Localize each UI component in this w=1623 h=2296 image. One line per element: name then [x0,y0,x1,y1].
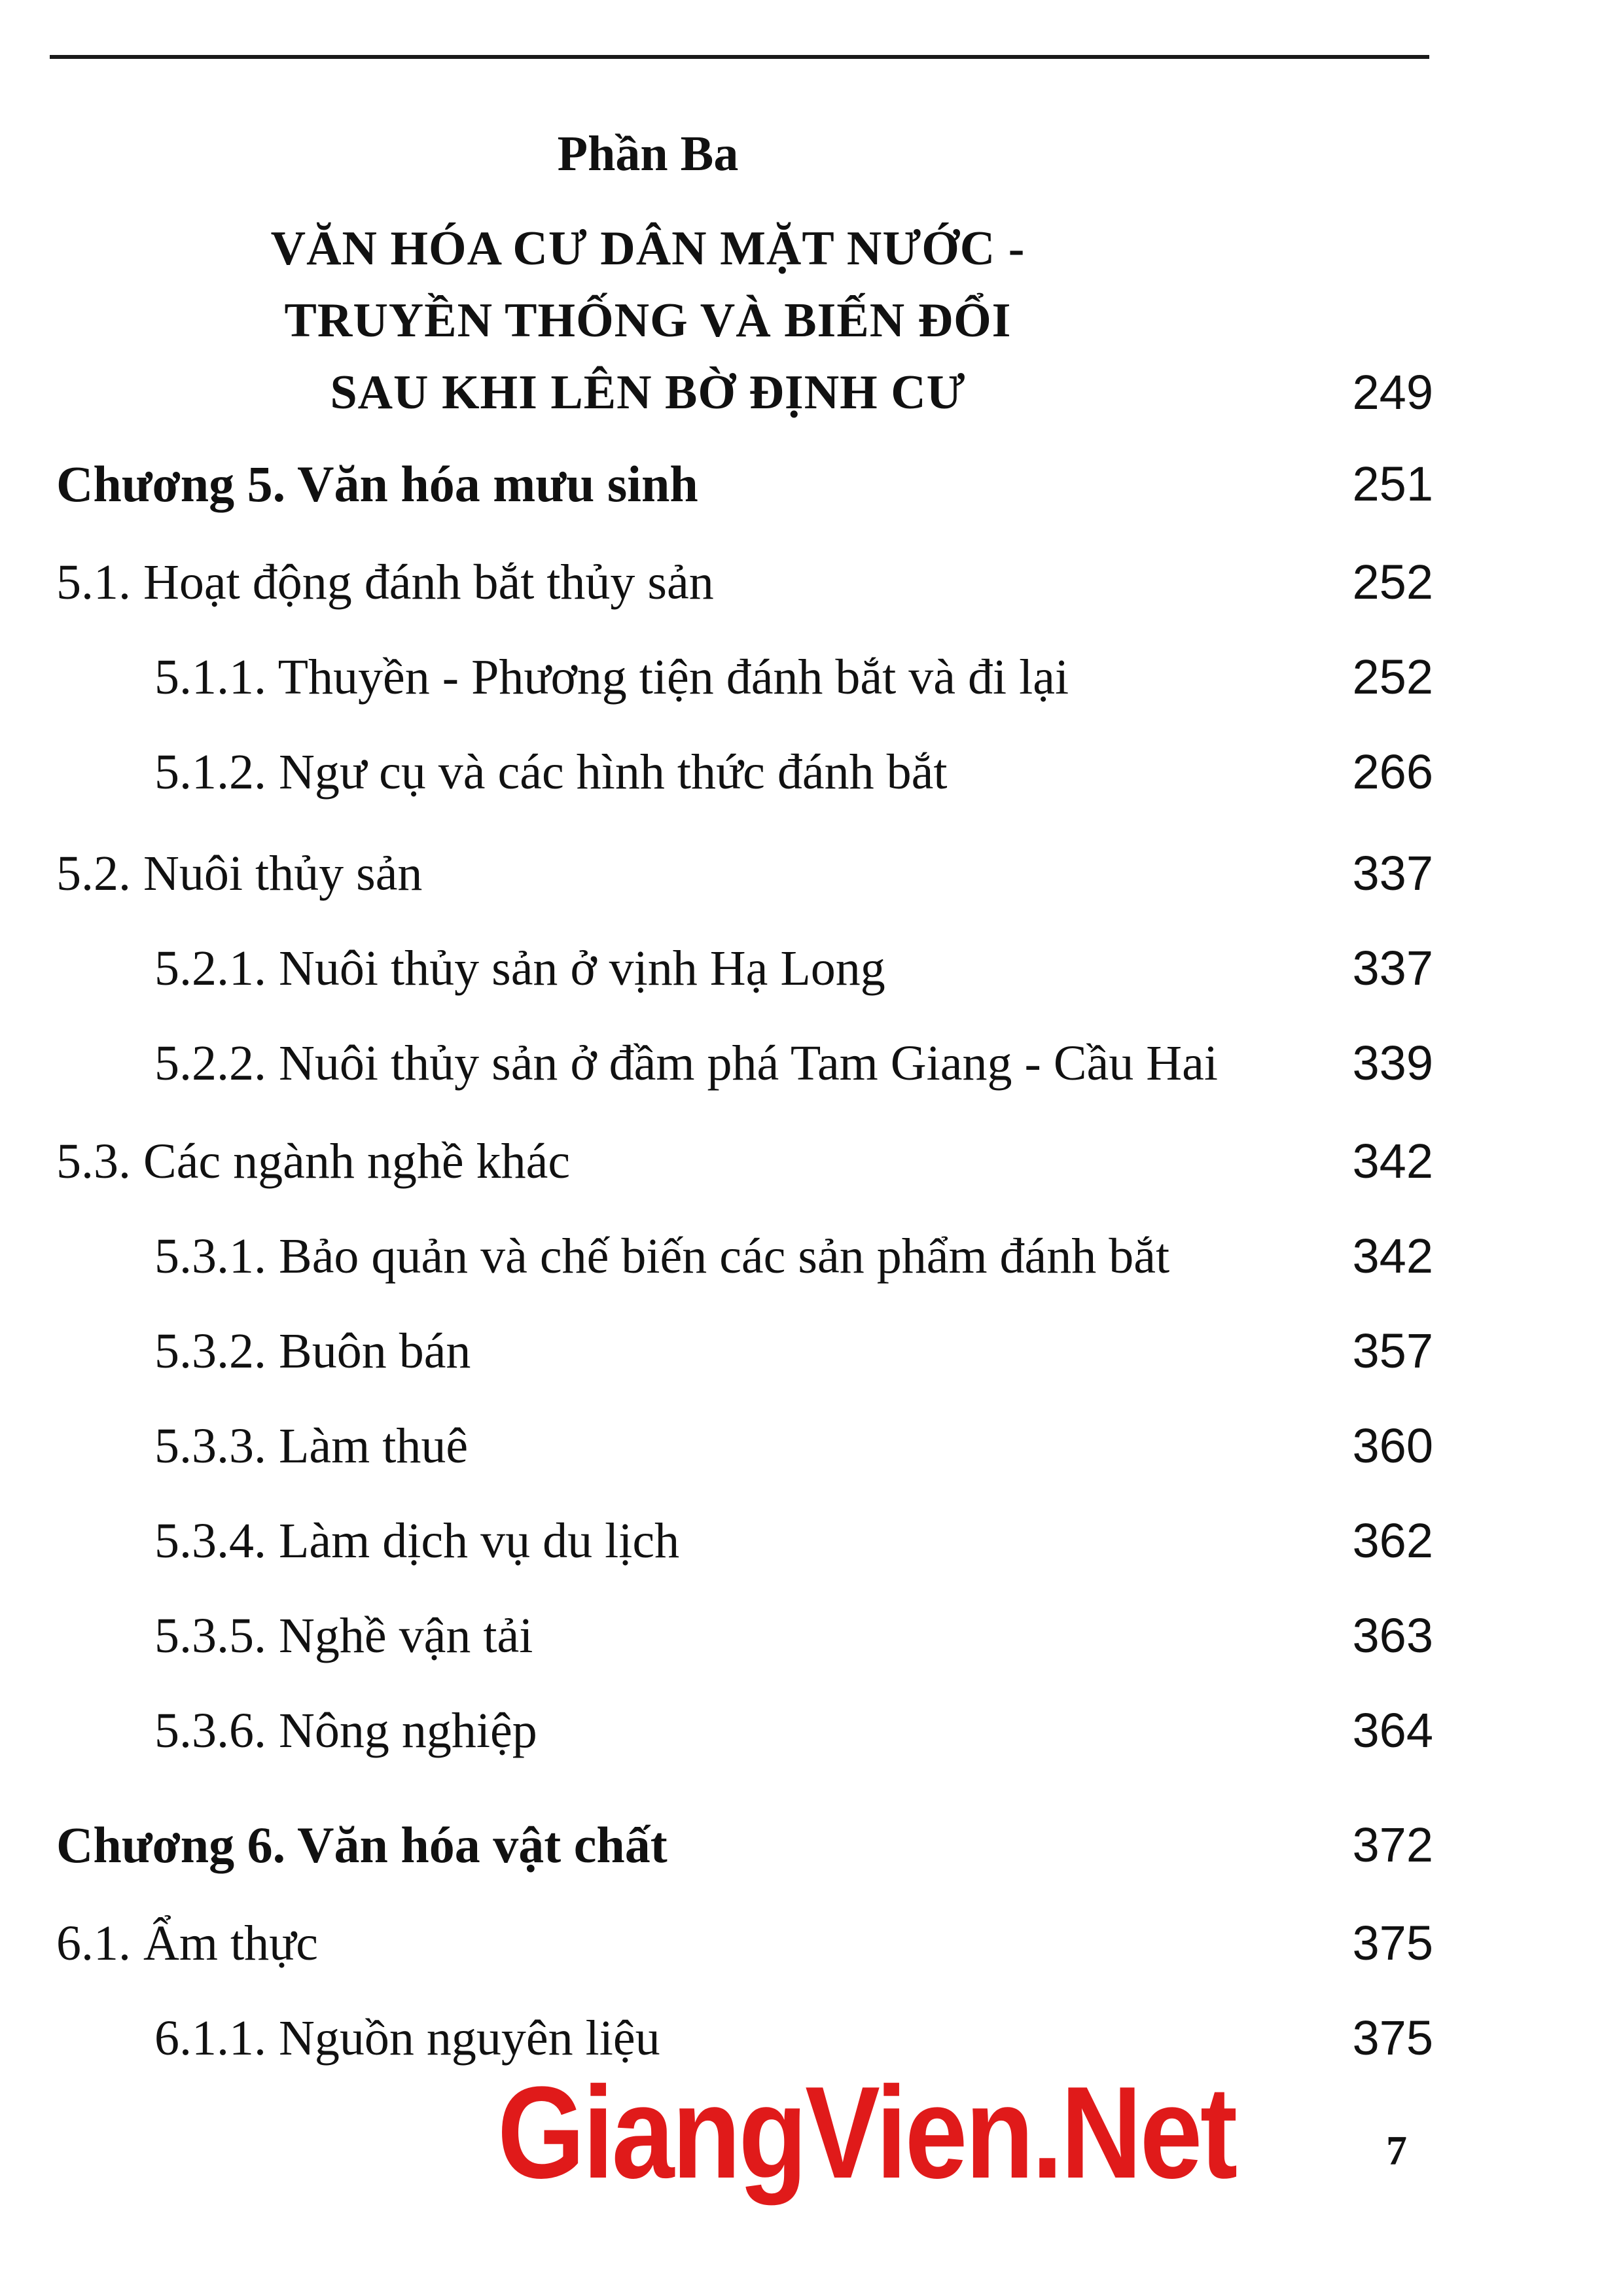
toc-entry-label: 5.1. Hoạt động đánh bắt thủy sản [56,555,714,610]
toc-entry-page: 357 [1352,1324,1433,1378]
toc-entry [0,1698,1623,1776]
toc-entry-page: 266 [1352,745,1433,799]
toc-entry-label: 5.2.2. Nuôi thủy sản ở đầm phá Tam Giang - Cầu Hai [154,1036,1218,1091]
toc-entry-label: 5.3.3. Làm thuê [154,1419,469,1474]
toc-entry-label: Chương 5. Văn hóa mưu sinh [56,455,698,512]
toc-entry [0,645,1623,723]
toc-entry-label: 5.3.6. Nông nghiệp [154,1703,537,1758]
toc-entry-label: 5.2. Nuôi thủy sản [56,846,423,901]
toc-entry [0,1031,1623,1109]
toc-entry-page: 363 [1352,1608,1433,1663]
toc-entry-label: 5.3.4. Làm dịch vụ du lịch [154,1513,680,1568]
toc-entry-page: 364 [1352,1703,1433,1757]
toc-entry-page: 372 [1352,1818,1433,1872]
toc-entry-page: 252 [1352,555,1433,609]
part-title-line-3: SAU KHI LÊN BỜ ĐỊNH CƯ [330,366,966,419]
header-rule [50,55,1429,59]
toc-entry [0,451,1623,530]
toc-entry-page: 251 [1352,457,1433,511]
part-title-line-2: TRUYỀN THỐNG VÀ BIẾN ĐỔI [284,294,1012,347]
toc-entry-label: 5.3.5. Nghề vận tải [154,1608,533,1663]
toc-entry-page: 337 [1352,941,1433,995]
toc-entry-label: 5.3. Các ngành nghề khác [56,1134,571,1189]
toc-entry-page: 360 [1352,1419,1433,1473]
part-page-number: 249 [1352,365,1433,419]
toc-entry-label: 5.1.1. Thuyền - Phương tiện đánh bắt và đi lại [154,650,1069,705]
part-heading: Phần Ba [557,126,739,181]
toc-entry [0,1812,1623,1891]
toc-entry [0,550,1623,628]
toc-entry [0,1129,1623,1207]
toc-entry [0,1911,1623,1989]
toc-entry-page: 362 [1352,1513,1433,1568]
toc-entry [0,841,1623,919]
toc-entry [0,936,1623,1014]
toc-entry-page: 252 [1352,650,1433,704]
toc-entry [0,1603,1623,1682]
part-title-line-1: VĂN HÓA CƯ DÂN MẶT NƯỚC - [270,222,1026,275]
page-number: 7 [1386,2127,1407,2174]
toc-entry-label: 5.3.2. Buôn bán [154,1324,471,1379]
toc-entry [0,1413,1623,1492]
toc-entry-page: 342 [1352,1134,1433,1188]
toc-entry-page: 339 [1352,1036,1433,1090]
toc-entry-page: 342 [1352,1229,1433,1283]
toc-entry [0,1224,1623,1302]
toc-entry-label: Chương 6. Văn hóa vật chất [56,1816,668,1873]
toc-entry-label: 6.1. Ẩm thực [56,1916,319,1971]
toc-entry [0,1318,1623,1397]
toc-entry-page: 375 [1352,1916,1433,1970]
watermark: GiangVien.Net [497,2060,1236,2206]
toc-entry-label: 5.3.1. Bảo quản và chế biến các sản phẩm đánh bắt [154,1229,1170,1284]
toc-entry-page: 375 [1352,2011,1433,2065]
toc-entry-label: 5.2.1. Nuôi thủy sản ở vịnh Hạ Long [154,941,885,996]
toc-entry-page: 337 [1352,846,1433,900]
toc-entry [0,1508,1623,1587]
toc-entry [0,739,1623,818]
toc-entry-label: 6.1.1. Nguồn nguyên liệu [154,2011,660,2066]
toc-entry-label: 5.1.2. Ngư cụ và các hình thức đánh bắt [154,745,948,800]
